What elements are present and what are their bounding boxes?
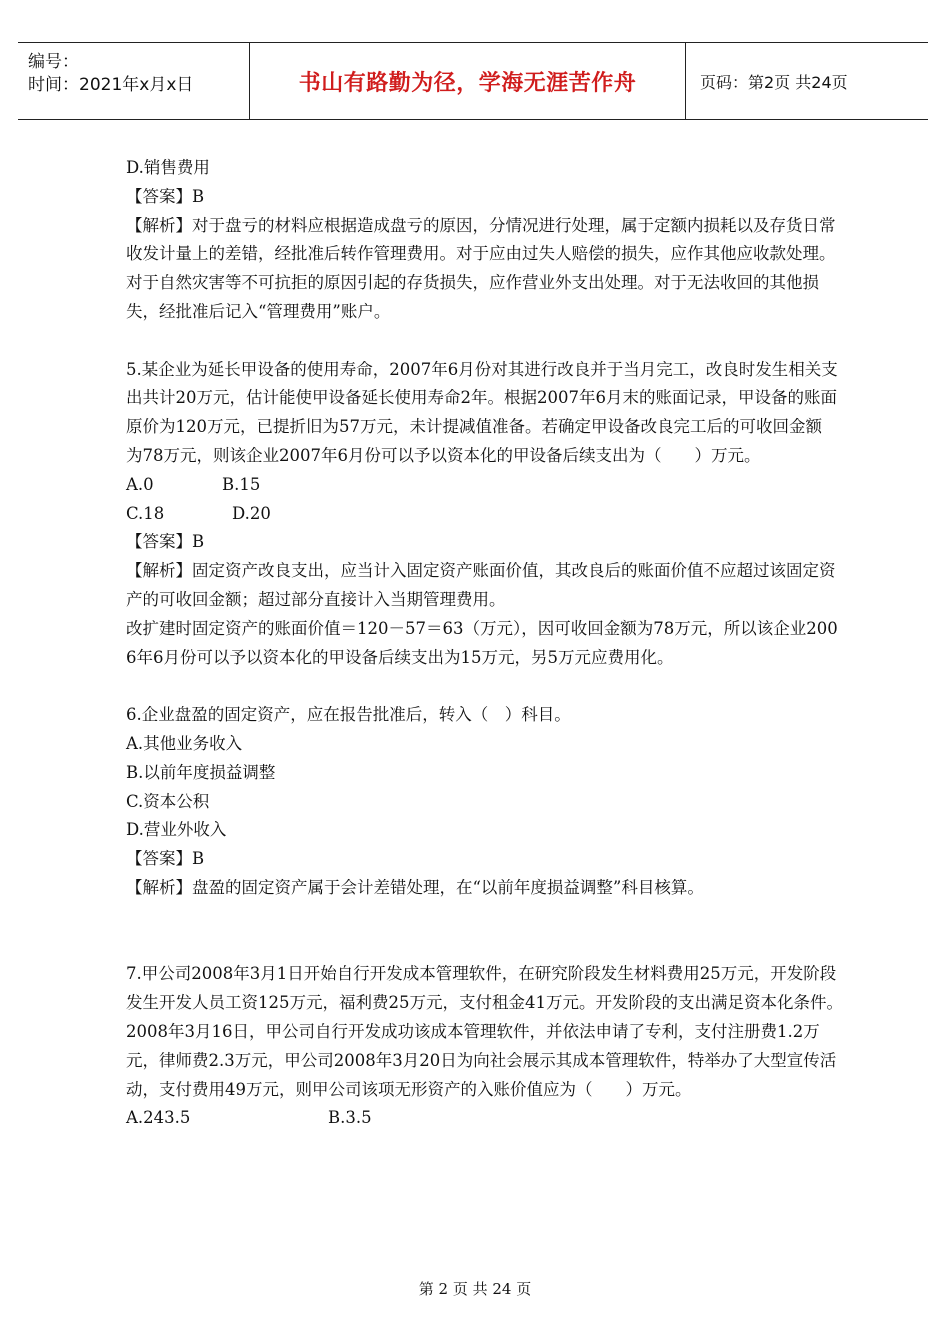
q5-option-d: D.20 [232, 503, 271, 523]
q7-options-row-1 [126, 1104, 838, 1133]
q5-option-c: C.18 [126, 503, 165, 523]
page-header [18, 42, 928, 120]
q7-stem: 7.甲公司2008年3月1日开始自行开发成本管理软件，在研究阶段发生材料费用25万元，开发阶段发生开发人员工资125万元，福利费25万元，支付租金41万元。开发阶段的支出满足资本化条件。 2008年3月16日，甲公司自行开发成功该成本管理软件，并依法申请了专利，支付注册费1.2万元，律师费2.3万元，甲公司2008年3月20日为向社会展示其成本管理软件，特举办了大型宣传活动，支付费用49万元，则甲公司该项无形资产的入账价值应为（ ）万元。 [126, 964, 852, 1099]
q6-option-a: A.其他业务收入 [126, 733, 243, 753]
spacer [126, 672, 838, 701]
q5-answer: 【答案】B [126, 532, 205, 552]
q4-analysis: 【解析】对于盘亏的材料应根据造成盘亏的原因，分情况进行处理，属于定额内损耗以及存货日常收发计量上的差错，经批准后转作管理费用。对于应由过失人赔偿的损失，应作其他应收款处理。对于自然灾害等不可抗拒的原因引起的存货损失，应作营业外支出处理。对于无法收回的其他损失，经批准后记入“管理费用”账户。 [126, 215, 836, 321]
spacer [126, 327, 838, 356]
q6-answer: 【答案】B [126, 849, 205, 869]
header-meta-cell [18, 43, 250, 119]
q5-option-a: A.0 [126, 474, 154, 494]
q5-options-row-1 [126, 471, 838, 500]
q6-stem: 6.企业盘盈的固定资产，应在报告批准后，转入（ ）科目。 [126, 705, 571, 725]
q6-option-b: B.以前年度损益调整 [126, 762, 276, 782]
document-date: 时间：2021年x月x日 [28, 75, 194, 95]
q7-option-a: A.243.5 [126, 1108, 191, 1128]
q5-analysis-2: 改扩建时固定资产的账面价值＝120－57＝63（万元），因可收回金额为78万元，所以该企业2006年6月份可以予以资本化的甲设备后续支出为15万元，另5万元应费用化。 [126, 618, 838, 667]
document-number-label: 编号： [28, 52, 79, 72]
header-motto: 书山有路勤为径，学海无涯苦作舟 [298, 70, 637, 96]
header-page-info: 页码：第2页 共24页 [700, 72, 848, 92]
q6-analysis: 【解析】盘盈的固定资产属于会计差错处理，在“以前年度损益调整”科目核算。 [126, 877, 704, 897]
q5-option-b: B.15 [222, 474, 261, 494]
document-body [126, 154, 852, 1133]
page-footer: 第 2 页 共 24 页 [418, 1280, 532, 1298]
spacer [126, 903, 838, 961]
q6-option-d: D.营业外收入 [126, 820, 227, 840]
q5-analysis-1: 【解析】固定资产改良支出，应当计入固定资产账面价值，其改良后的账面价值不应超过该固定资产的可收回金额；超过部分直接计入当期管理费用。 [126, 561, 836, 609]
q7-option-b: B.3.5 [328, 1108, 372, 1128]
q4-option-d: D.销售费用 [126, 158, 210, 177]
q5-options-row-2 [126, 500, 838, 529]
q5-stem: 5.某企业为延长甲设备的使用寿命，2007年6月份对其进行改良并于当月完工，改良时发生相关支出共计20万元，估计能使甲设备延长使用寿命2年。根据2007年6月末的账面记录，甲设备的账面原价为120万元，已提折旧为57万元，未计提减值准备。若确定甲设备改良完工后的可收回金额为78万元，则该企业2007年6月份可以予以资本化的甲设备后续支出为（ ）万元。 [126, 359, 838, 465]
header-page-cell [686, 43, 928, 119]
q4-answer: 【答案】B [126, 186, 205, 206]
header-motto-cell [250, 43, 686, 119]
q6-option-c: C.资本公积 [126, 791, 210, 811]
